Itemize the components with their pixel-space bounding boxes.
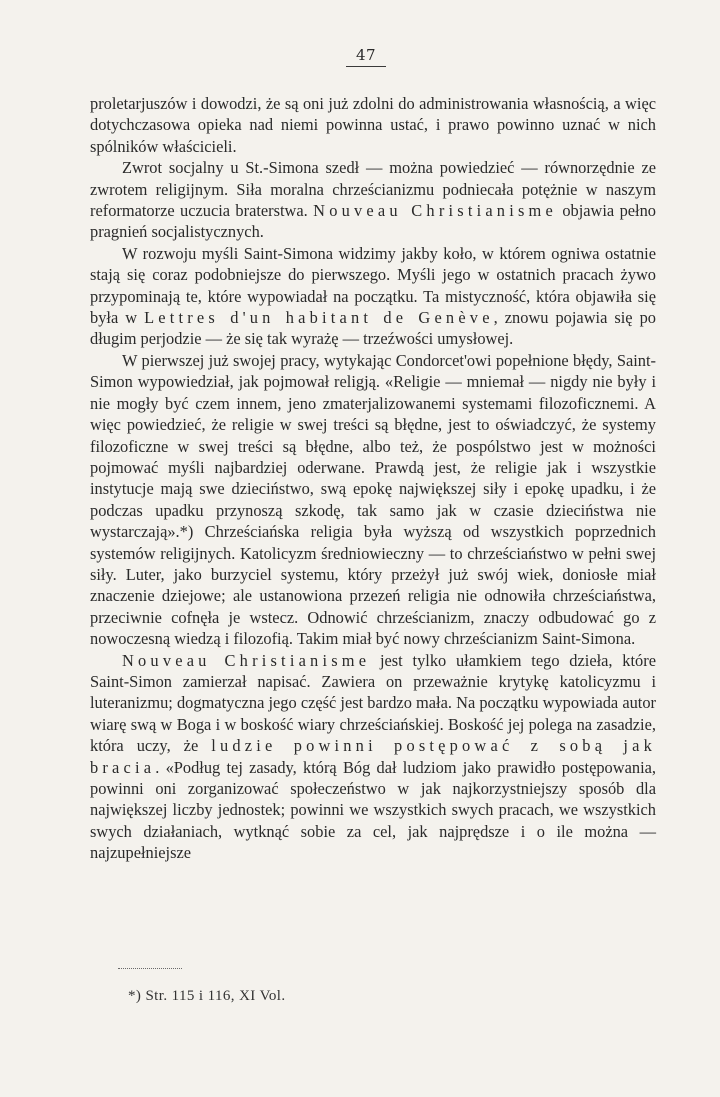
paragraph-5-text-d: . «Podług tej zasady, którą Bóg dał ludziom jako prawidło postępowania, powinni oni zorganizować społeczeństwo w jak najkorzystniejszy sposób dla największej liczby jednostek; powinni we wszystkich swych pracach, we wszystkich swych działaniach, wytknąć sobie za cel, jak najprędsze i o ile można — najzupełniejsze xyxy=(90,757,656,863)
paragraph-1-text: proletarjuszów i dowodzi, że są oni już zdolni do administrowania własnością, a więc dotychczasowa opieka nad niemi powinna ustać, i prawo powinno uznać w nich spólników właścicieli. xyxy=(90,94,656,156)
paragraph-5-text-b: jest tylko ułamkiem tego dzieła, które Saint-Simon zamierzał napisać. Zawiera on przeważnie krytykę katolicyzmu i luteranizmu; dogmatyczna jego część jest bardzo mała. Na początku wypowiada autor wiarę swą w Boga i w boskość wiary chrześciańskiej. Boskość jej polega na zasadzie, która uczy, że xyxy=(90,650,656,756)
spaced-emphasis-ludzie: ludzie powinni postępować z sobą jak bracia xyxy=(90,736,657,777)
paragraph-1 xyxy=(90,93,656,157)
paragraph-2-text-a: Zwrot socjalny u St.-Simona szedł — można powiedzieć — równorzędnie ze zwrotem religijnym. Siła moralna chrześcianizmu podniecała potężnie w naszym reformatorze uczucia braterstwa. xyxy=(90,158,656,221)
paragraph-4 xyxy=(90,350,656,650)
paragraph-3-text-c: , znowu pojawia się po długim perjodzie — że się tak wyrażę — trzeźwości umysłowej. xyxy=(90,308,656,349)
paragraph-3-text-a: W rozwoju myśli Saint-Simona widzimy jakby koło, w którem ogniwa ostatnie stają się coraz podobniejsze do pierwszego. Myśli jego w ostatnich pracach żywo przypominają te, które wypowiadał na początku. Ta mistyczność, która objawiła się była w xyxy=(90,243,656,328)
paragraph-3 xyxy=(90,243,656,350)
spaced-title-nouveau-christianisme-2: Nouveau Christianisme xyxy=(122,650,371,670)
spaced-title-lettres: Lettres d'un habitant de Genève xyxy=(144,308,494,328)
body-text xyxy=(90,93,656,864)
paragraph-2-text-c: objawia pełno pragnień socjalistycznych. xyxy=(90,201,656,242)
footnote-divider xyxy=(118,968,182,969)
spaced-title-nouveau-christianisme: Nouveau Christianisme xyxy=(313,201,557,221)
footnote: *) Str. 115 i 116, XI Vol. xyxy=(128,988,286,1004)
page-number: 47 xyxy=(346,46,386,67)
paragraph-2 xyxy=(90,157,656,243)
paragraph-4-text: W pierwszej już swojej pracy, wytykając Condorcet'owi popełnione błędy, Saint-Simon wypowiedział, jak pojmował religją. «Religie — mniemał — nigdy nie były i nie mogły być czem innem, jeno zmaterjalizowanemi systemami filozoficznemi. A więc powiedzieć, że religie w swej treści są błędne, jest to oświadczyć, że systemy filozoficzne w swej treści są błędne, albo też, że pospólstwo jest w możności pojmować myśli najbardziej oderwane. Prawdą jest, że religie jak i wszystkie instytucje mają swe dzieciństwo, swą epokę największej siły i epokę upadku, i że podczas upadku przynoszą szkodę, tak samo jak w czasie dzieciństwa nie wystarczają».*) Chrześciańska religia była wyższą od wszystkich poprzednich systemów religijnych. Katolicyzm średniowieczny — to chrześciaństwo w pełni swej siły. Luter, jako burzyciel systemu, który przeżył już swój wiek, doniosłe miał znaczenie dziejowe; ale ustanowiona przezeń religia nie odnowiła chrześciaństwa, przeciwnie cofnęła je wstecz. Odnowić chrześcianizm, znaczy odbudować go z nowoczesną wiedzą i filozofią. Takim miał być nowy chrześcianizm Saint-Simona. xyxy=(90,350,656,649)
paragraph-5 xyxy=(90,650,656,864)
